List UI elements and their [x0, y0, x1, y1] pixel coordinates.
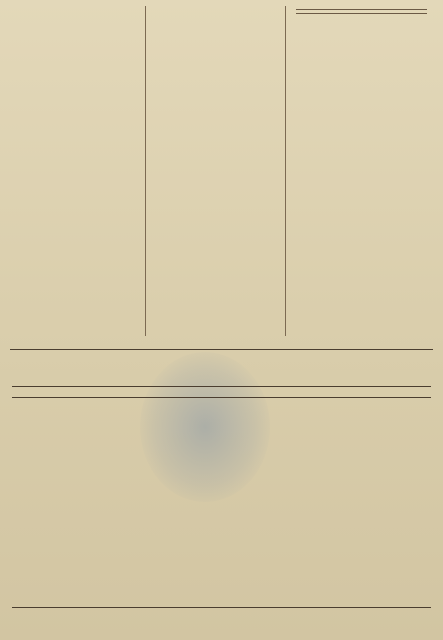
row-class — [206, 592, 246, 599]
row-corps — [12, 513, 206, 520]
table-row — [12, 412, 431, 419]
row-name — [246, 491, 431, 498]
table-row — [12, 491, 431, 498]
row-corps — [12, 506, 206, 513]
table-row — [12, 398, 431, 405]
text-columns — [8, 6, 435, 336]
row-class — [206, 563, 246, 570]
header-corps — [12, 387, 202, 397]
table-row — [12, 477, 431, 484]
row-corps — [12, 571, 206, 578]
table-row — [12, 427, 431, 434]
header-class — [202, 387, 242, 397]
row-corps — [12, 456, 206, 463]
row-name — [246, 556, 431, 563]
row-corps — [12, 535, 206, 542]
table-row — [12, 499, 431, 506]
column-3 — [288, 6, 435, 336]
row-name — [246, 513, 431, 520]
row-class — [206, 405, 246, 412]
table-row — [12, 420, 431, 427]
row-name — [246, 527, 431, 534]
row-corps — [12, 412, 206, 419]
table-row — [12, 484, 431, 491]
table-row — [12, 542, 431, 549]
row-name — [246, 549, 431, 556]
row-corps — [12, 491, 206, 498]
table-row — [12, 434, 431, 441]
row-name — [246, 412, 431, 419]
table-row — [12, 592, 431, 599]
table-row — [12, 470, 431, 477]
row-name — [246, 571, 431, 578]
row-corps — [12, 484, 206, 491]
row-corps — [12, 549, 206, 556]
table-row — [12, 513, 431, 520]
row-corps — [12, 499, 206, 506]
row-name — [246, 499, 431, 506]
row-name — [246, 463, 431, 470]
row-class — [206, 506, 246, 513]
row-name — [246, 470, 431, 477]
table-row — [12, 556, 431, 563]
row-class — [206, 448, 246, 455]
row-name — [246, 484, 431, 491]
battalion-table — [12, 386, 431, 608]
row-name — [246, 405, 431, 412]
row-class — [206, 549, 246, 556]
row-class — [206, 556, 246, 563]
table-row — [12, 535, 431, 542]
table-row — [12, 463, 431, 470]
row-name — [246, 434, 431, 441]
table-row — [12, 563, 431, 570]
row-corps — [12, 563, 206, 570]
row-class — [206, 441, 246, 448]
row-class — [206, 398, 246, 405]
row-name — [246, 506, 431, 513]
row-name — [246, 585, 431, 592]
table-row — [12, 405, 431, 412]
row-class — [206, 427, 246, 434]
row-corps — [12, 448, 206, 455]
row-name — [246, 420, 431, 427]
row-corps — [12, 527, 206, 534]
row-name — [246, 578, 431, 585]
row-class — [206, 434, 246, 441]
row-corps — [12, 470, 206, 477]
table-row — [12, 456, 431, 463]
row-class — [206, 463, 246, 470]
row-class — [206, 491, 246, 498]
row-name — [246, 448, 431, 455]
table-row — [12, 578, 431, 585]
row-corps — [12, 441, 206, 448]
table-row — [12, 571, 431, 578]
header-names — [242, 387, 431, 397]
row-class — [206, 520, 246, 527]
row-name — [246, 427, 431, 434]
row-name — [246, 563, 431, 570]
row-class — [206, 470, 246, 477]
row-class — [206, 499, 246, 506]
row-class — [206, 535, 246, 542]
row-corps — [12, 592, 206, 599]
table-body — [12, 398, 431, 599]
column-divider — [145, 6, 146, 336]
table-header — [12, 387, 431, 398]
row-corps — [12, 463, 206, 470]
row-name — [246, 441, 431, 448]
row-class — [206, 542, 246, 549]
table-row — [12, 441, 431, 448]
row-class — [206, 420, 246, 427]
column-1 — [8, 6, 142, 336]
row-corps — [12, 585, 206, 592]
table-row — [12, 448, 431, 455]
row-corps — [12, 420, 206, 427]
row-class — [206, 513, 246, 520]
table-row — [12, 506, 431, 513]
column-2 — [148, 6, 282, 336]
row-name — [246, 477, 431, 484]
row-class — [206, 578, 246, 585]
row-class — [206, 527, 246, 534]
row-class — [206, 412, 246, 419]
row-corps — [12, 542, 206, 549]
row-name — [246, 535, 431, 542]
row-corps — [12, 477, 206, 484]
section-rule — [296, 9, 427, 10]
table-row — [12, 520, 431, 527]
row-name — [246, 542, 431, 549]
table-row — [12, 527, 431, 534]
row-name — [246, 398, 431, 405]
row-name — [246, 520, 431, 527]
row-name — [246, 456, 431, 463]
battalion-rule — [10, 349, 433, 350]
row-class — [206, 585, 246, 592]
table-row — [12, 549, 431, 556]
row-class — [206, 484, 246, 491]
row-corps — [12, 556, 206, 563]
section-rule — [296, 13, 427, 14]
row-class — [206, 571, 246, 578]
row-corps — [12, 520, 206, 527]
row-corps — [12, 427, 206, 434]
row-corps — [12, 398, 206, 405]
table-row — [12, 585, 431, 592]
row-corps — [12, 434, 206, 441]
row-corps — [12, 578, 206, 585]
row-corps — [12, 405, 206, 412]
row-class — [206, 477, 246, 484]
row-name — [246, 592, 431, 599]
column-divider — [285, 6, 286, 336]
row-class — [206, 456, 246, 463]
